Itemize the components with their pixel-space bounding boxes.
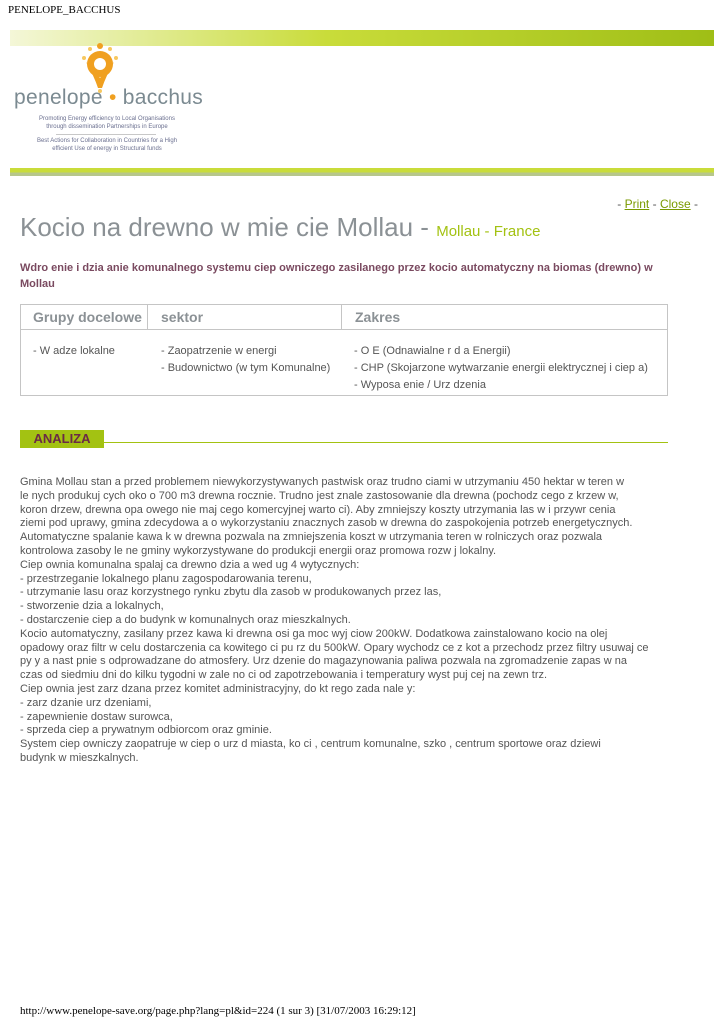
footer-url: http://www.penelope-save.org/page.php?lang=pl&id=224 (1 sur 3) [31/07/2003 16:29:12] — [20, 1005, 416, 1017]
body-line: Kocio automatyczny, zasilany przez kawa ki drewna osi ga moc wyj ciow 200kW. Dodatkowa zainstalowano kocio na olej — [20, 627, 608, 640]
header-underline — [21, 329, 667, 330]
print-link[interactable]: Print — [624, 197, 650, 211]
scope-item: - CHP (Skojarzone wytwarzanie energii elektrycznej i ciep a) — [354, 362, 648, 374]
logo-word-bacchus: bacchus — [122, 86, 204, 109]
body-line: kontrolowa zasoby le ne gminy wykorzystywane do produkcji energii oraz promowa rozw j lokalny. — [20, 544, 497, 557]
body-line: - utrzymanie lasu oraz korzystnego rynku zbytu dla zasob w produkowanych przez las, — [20, 586, 442, 599]
logo-word-penelope: penelope — [14, 86, 103, 109]
separator: - — [617, 197, 622, 211]
body-line: Automatyczne spalanie kawa k w drewna pozwala na zmniejszenia koszt w utrzymania teren w rolniczych oraz pozwala — [20, 531, 603, 544]
sector-item: - Zaopatrzenie w energi — [161, 345, 277, 357]
body-line: budynk w mieszkalnych. — [20, 751, 139, 764]
page-title — [20, 212, 540, 243]
logo-wordmark — [14, 86, 203, 110]
body-line: - zapewnienie dostaw surowca, — [20, 710, 173, 723]
body-line: koron drzew, drewna opa owego nie maj cego komercyjnej warto ci). Aby zmniejszy koszty utrzymania las w i przywr cenia — [20, 503, 616, 516]
body-line: - przestrzeganie lokalnego planu zagospodarowania terenu, — [20, 572, 312, 585]
header-bottom-band — [10, 168, 714, 176]
body-line: py y a nast pnie s odprowadzane do atmosfery. Urz dzenie do magazynowania paliwa pozwala na zgromadzenie zapas w na — [20, 655, 627, 668]
body-line: Gmina Mollau stan a przed problemem niewykorzystywanych pastwisk oraz trudno ciami w utrzymaniu 450 hektar w teren w — [20, 476, 625, 488]
page-title-location: Mollau - France — [436, 223, 541, 240]
penelope-bacchus-logo — [14, 36, 204, 162]
lead-summary: Wdro enie i dzia anie komunalnego systemu ciep owniczego zasilanego przez kocio automatyczny na biomas (drewno) w Mollau — [20, 262, 653, 290]
analysis-body — [20, 476, 680, 766]
scope-item: - Wyposa enie / Urz dzenia — [354, 379, 486, 391]
body-line: - zarz dzanie urz dzeniami, — [20, 696, 152, 709]
separator: - — [652, 197, 657, 211]
body-line: le nych produkuj cych oko o 700 m3 drewna rocznie. Trudno jest znale zastosowanie dla drewna (pochodz cego z krzew w, — [20, 489, 619, 502]
separator: - — [694, 197, 698, 211]
header-scope: Zakres — [355, 309, 401, 325]
column-divider — [341, 305, 342, 329]
body-line: - sprzeda ciep a prywatnym odbiorcom oraz gminie. — [20, 724, 272, 737]
info-table — [20, 304, 668, 396]
body-line: czas od siedmiu dni do kilku tygodni w zale no ci od zapotrzebowania i temperatury wyst puj cej na zewn trz. — [20, 669, 548, 682]
page-title-main: Kocio na drewno w mie cie Mollau - — [20, 212, 429, 242]
body-line: Ciep ownia komunalna spalaj ca drewno dzia a wed ug 4 wytycznych: — [20, 558, 360, 571]
sector-item: - Budownictwo (w tym Komunalne) — [161, 362, 331, 374]
body-line: opadowy oraz filtr w celu dostarczenia ca kowitego ci pu rz du 500kW. Opary wychodz ce z kot a przechodz przez filtry usuwaj ce — [20, 641, 649, 654]
header-sector: sektor — [161, 309, 204, 325]
header-target-groups: Grupy docelowe — [33, 309, 142, 325]
target-group-item: - W adze lokalne — [33, 345, 115, 357]
logo-tagline-promoting: Promoting Energy efficiency to Local Organisations through dissemination Partnerships in Europe — [39, 116, 175, 130]
scope-item: - O E (Odnawialne r d a Energii) — [354, 345, 511, 357]
logo-tagline-best-actions: Best Actions for Collaboration in Countries for a High efficient Use of energy in Structural funds — [36, 138, 178, 152]
document-header: PENELOPE_BACCHUS — [8, 4, 121, 16]
close-link[interactable]: Close — [659, 197, 691, 211]
body-line: ziemi pod uprawy, gmina zdecydowa a o wykorzystaniu znacznych zasob w drewna do zaspokojenia potrzeb energetycznych. — [20, 517, 633, 530]
body-line: System ciep owniczy zaopatruje w ciep o urz d miasta, ko ci , centrum komunalne, szko , centrum sportowe oraz dziewi — [20, 738, 601, 751]
column-divider — [147, 305, 148, 329]
body-line: - dostarczenie ciep a do budynk w komunalnych oraz mieszkalnych. — [20, 613, 351, 626]
body-line: - stworzenie dzia a lokalnych, — [20, 600, 164, 613]
body-line: Ciep ownia jest zarz dzana przez komitet administracyjny, do kt rego zada nale y: — [20, 682, 416, 695]
logo-dot: • — [108, 86, 117, 109]
section-label: ANALIZA — [20, 430, 104, 448]
logo-divider — [56, 134, 156, 135]
print-close-links — [617, 197, 698, 211]
section-header-analysis — [20, 430, 668, 444]
section-rule — [104, 442, 668, 443]
